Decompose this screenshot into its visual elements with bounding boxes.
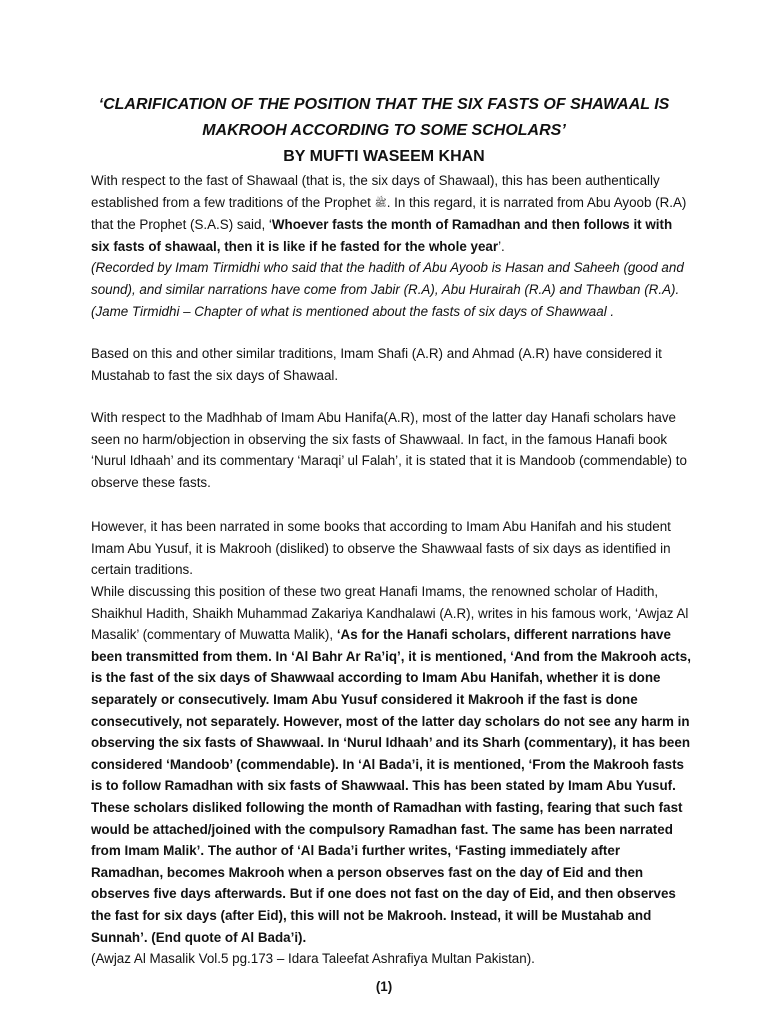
p1-quote-close: ’.	[498, 238, 505, 254]
p2-text: Based on this and other similar traditions, Imam Shafi (A.R) and Ahmad (A.R) have considered it Mustahab to fast the six days of Shawaal.	[91, 346, 662, 383]
paragraph-4	[91, 516, 691, 581]
p3-text: With respect to the Madhhab of Imam Abu Hanifa(A.R), most of the latter day Hanafi scholars have seen no harm/objection in observing the six fasts of Shawwaal. In fact, in the famous Hanafi book ‘Nurul Idhaah’ and its commentary ‘Maraqi’ ul Falah’, it is stated that it is Mandoob (commendable) to observe these fasts.	[91, 410, 687, 490]
p1-intro-text: With respect to the fast of Shawaal (that is, the six days of Shawaal), this has been authentically established from a few traditions of the Prophet	[91, 173, 660, 210]
author-byline: BY MUFTI WASEEM KHAN	[283, 148, 485, 165]
page-number: (1)	[375, 979, 393, 994]
paragraph-3	[91, 407, 691, 493]
paragraph-2	[91, 343, 691, 386]
title-line-1: ‘CLARIFICATION OF THE POSITION THAT THE SIX FASTS OF SHAWAAL IS	[98, 96, 670, 113]
citation: (Awjaz Al Masalik Vol.5 pg.173 – Idara Taleefat Ashrafiya Multan Pakistan).	[91, 951, 535, 967]
paragraph-1	[91, 170, 691, 322]
hadith-reference: (Recorded by Imam Tirmidhi who said that the hadith of Abu Ayoob is Hasan and Saheeh (good and sound), and similar narrations have come from Jabir (R.A), Abu Hurairah (R.A) and Thawban (R.A). (Jame Tirmidhi – Chapter of what is mentioned about the fasts of six days of Shawwaal .	[91, 260, 684, 319]
p1-narration-intro: . In this regard, it is narrated from Abu Ayoob (R.A) that the Prophet (S.A.S) said, ‘	[91, 194, 687, 233]
awjaz-quote: ‘As for the Hanafi scholars, different narrations have been transmitted from them. In ‘Al Bahr Ar Ra’iq’, it is mentioned, ‘And from the Makrooh acts, is the fast of the six days of Shawwaal according to Imam Abu Hanifah, whether it is done separately or consecutively. Imam Abu Yusuf considered it Makrooh if the fast is done consecutively, not separately. However, most of the latter day scholars do not see any harm in observing the six fasts of Shawwaal. In ‘Nurul Idhaah’ and its Sharh (commentary), it has been considered ‘Mandoob’ (commendable). In ‘Al Bada’i, it is mentioned, ‘From the Makrooh fasts is to follow Ramadhan with six fasts of Shawwaal. This has been stated by Imam Abu Yusuf. These scholars disliked following the month of Ramadhan with fasting, fearing that such fast would be attached/joined with the compulsory Ramadhan fast. The same has been narrated from Imam Malik’. The author of ‘Al Bada’i further writes, ‘Fasting immediately after Ramadhan, becomes Makrooh when a person observes fast on the day of Eid and then observes five days afterwards. But if one does not fast on the day of Eid, and then observes the fast for six days (after Eid), this will not be Makrooh. Instead, it will be Mustahab and Sunnah’. (End quote of Al Bada’i).	[91, 627, 691, 945]
p5-intro-text: While discussing this position of these two great Hanafi Imams, the renowned scholar of Hadith, Shaikhul Hadith, Shaikh Muhammad Zakariya Kandhalawi (A.R), writes in his famous work, ‘Awjaz Al Masalik’ (commentary of Muwatta Malik),	[91, 584, 689, 643]
paragraph-5	[91, 581, 691, 970]
hadith-quote: Whoever fasts the month of Ramadhan and then follows it with six fasts of shawaal, then it is like if he fasted for the whole year	[91, 217, 673, 254]
title-line-2: MAKROOH ACCORDING TO SOME SCHOLARS’	[202, 122, 566, 139]
pbuh-symbol: ﷺ	[374, 197, 387, 209]
p4-text: However, it has been narrated in some books that according to Imam Abu Hanifah and his student Imam Abu Yusuf, it is Makrooh (disliked) to observe the Shawwaal fasts of six days as identified in certain traditions.	[91, 519, 671, 578]
